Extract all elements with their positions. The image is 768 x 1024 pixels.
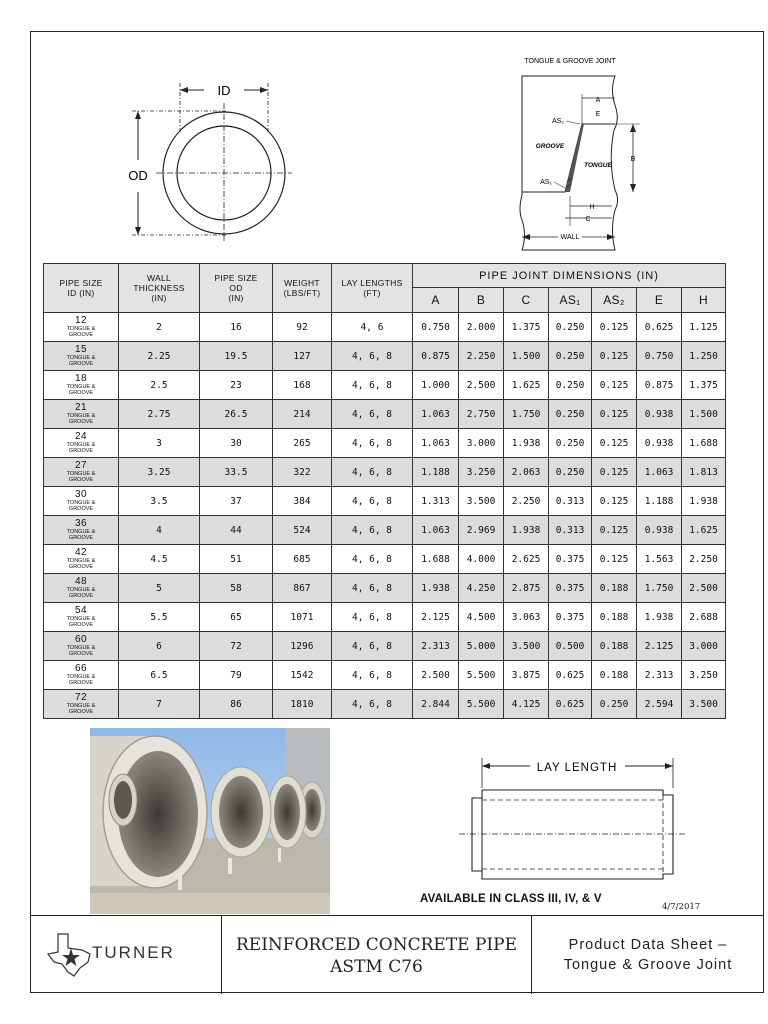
cell-pipe-size (44, 429, 119, 458)
cell-dim: 0.250 (549, 313, 592, 342)
cell-pipe-size (44, 690, 119, 719)
cell-wall: 2.75 (119, 400, 200, 429)
tongue-groove-note: GROOVE (68, 535, 94, 541)
cell-dim: 1.063 (637, 458, 682, 487)
pipe-size-value: 60 (74, 634, 88, 645)
cell-dim: 0.188 (592, 661, 637, 690)
tongue-groove-note: GROOVE (68, 390, 94, 396)
cell-lay: 4, 6, 8 (332, 603, 413, 632)
brand-cell (30, 916, 222, 994)
cell-weight: 1810 (273, 690, 332, 719)
cell-dim: 2.000 (459, 313, 504, 342)
pipe-size-value: 18 (74, 373, 88, 384)
cell-lay: 4, 6, 8 (332, 690, 413, 719)
header-lay-lengths: LAY LENGTHS (FT) (332, 264, 413, 313)
cell-wall: 3 (119, 429, 200, 458)
cell-od: 16 (200, 313, 273, 342)
label-wall: WALL (560, 234, 580, 241)
cell-dim: 5.500 (459, 661, 504, 690)
cell-dim: 1.938 (504, 516, 549, 545)
cell-dim: 1.750 (504, 400, 549, 429)
pipe-size-value: 15 (74, 344, 88, 355)
pipe-size-value: 24 (74, 431, 88, 442)
cell-pipe-size (44, 516, 119, 545)
cell-pipe-size (44, 661, 119, 690)
header-dim: E (637, 288, 682, 313)
cell-dim: 1.250 (682, 342, 726, 371)
cell-dim: 2.969 (459, 516, 504, 545)
cell-dim: 0.875 (637, 371, 682, 400)
table-row (44, 429, 726, 458)
cell-dim: 0.938 (637, 516, 682, 545)
cell-dim: 1.938 (682, 487, 726, 516)
cell-weight: 1071 (273, 603, 332, 632)
cell-dim: 0.625 (637, 313, 682, 342)
lay-length-label: LAY LENGTH (536, 762, 618, 774)
cell-wall: 5 (119, 574, 200, 603)
cell-pipe-size (44, 632, 119, 661)
cell-dim: 2.313 (413, 632, 459, 661)
cell-lay: 4, 6, 8 (332, 371, 413, 400)
cell-lay: 4, 6, 8 (332, 545, 413, 574)
cell-dim: 3.500 (459, 487, 504, 516)
cell-od: 37 (200, 487, 273, 516)
cell-lay: 4, 6, 8 (332, 487, 413, 516)
cell-dim: 3.875 (504, 661, 549, 690)
header-dim: B (459, 288, 504, 313)
cell-dim: 0.125 (592, 458, 637, 487)
cell-od: 58 (200, 574, 273, 603)
cell-od: 30 (200, 429, 273, 458)
cell-dim: 2.500 (682, 574, 726, 603)
cell-dim: 0.500 (549, 632, 592, 661)
cell-pipe-size (44, 487, 119, 516)
table-row (44, 342, 726, 371)
cell-lay: 4, 6, 8 (332, 574, 413, 603)
cell-wall: 4 (119, 516, 200, 545)
tongue-groove-note: TONGUE & (66, 645, 96, 651)
cell-od: 33.5 (200, 458, 273, 487)
cell-pipe-size (44, 545, 119, 574)
pipe-size-value: 48 (74, 576, 88, 587)
cell-dim: 1.938 (413, 574, 459, 603)
pipe-specs-table (43, 263, 726, 719)
cell-dim: 0.250 (592, 690, 637, 719)
cell-od: 51 (200, 545, 273, 574)
cell-dim: 0.250 (549, 342, 592, 371)
cell-dim: 2.625 (504, 545, 549, 574)
cell-dim: 0.125 (592, 429, 637, 458)
cell-lay: 4, 6, 8 (332, 632, 413, 661)
cell-pipe-size (44, 458, 119, 487)
header-pipe-size: PIPE SIZE ID (IN) (44, 264, 119, 313)
table-row (44, 574, 726, 603)
product-title: REINFORCED CONCRETE PIPE (236, 935, 517, 955)
cell-dim: 0.188 (592, 632, 637, 661)
texas-star-logo-icon (44, 932, 94, 978)
cell-weight: 524 (273, 516, 332, 545)
date-stamp: 4/7/2017 (662, 902, 701, 912)
cell-dim: 3.000 (682, 632, 726, 661)
cell-lay: 4, 6, 8 (332, 458, 413, 487)
cell-dim: 1.000 (413, 371, 459, 400)
table-row (44, 487, 726, 516)
cell-dim: 3.063 (504, 603, 549, 632)
table-row (44, 545, 726, 574)
cell-dim: 0.125 (592, 516, 637, 545)
cell-dim: 2.500 (459, 371, 504, 400)
tongue-groove-note: TONGUE & (66, 500, 96, 506)
pipe-size-value: 72 (74, 692, 88, 703)
cell-weight: 127 (273, 342, 332, 371)
pipe-size-value: 36 (74, 518, 88, 529)
cell-weight: 867 (273, 574, 332, 603)
label-groove: GROOVE (535, 143, 565, 150)
label-as1: AS₁ (540, 179, 552, 186)
cell-dim: 4.250 (459, 574, 504, 603)
cell-pipe-size (44, 313, 119, 342)
table-row (44, 516, 726, 545)
pipe-size-value: 21 (74, 402, 88, 413)
header-weight: WEIGHT (LBS/FT) (273, 264, 332, 313)
cell-weight: 1542 (273, 661, 332, 690)
cell-dim: 1.125 (682, 313, 726, 342)
sheet-cell (532, 916, 764, 994)
tongue-groove-note: TONGUE & (66, 471, 96, 477)
cell-pipe-size (44, 371, 119, 400)
cell-dim: 2.594 (637, 690, 682, 719)
tongue-groove-note: TONGUE & (66, 413, 96, 419)
header-dim: A (413, 288, 459, 313)
cell-dim: 2.875 (504, 574, 549, 603)
cell-dim: 2.125 (637, 632, 682, 661)
cell-dim: 0.875 (413, 342, 459, 371)
cell-wall: 4.5 (119, 545, 200, 574)
cell-lay: 4, 6, 8 (332, 661, 413, 690)
cell-od: 79 (200, 661, 273, 690)
od-label: OD (128, 168, 148, 183)
cell-dim: 0.125 (592, 342, 637, 371)
cell-od: 19.5 (200, 342, 273, 371)
tongue-groove-note: TONGUE & (66, 326, 96, 332)
sheet-subtitle: Tongue & Groove Joint (563, 957, 733, 973)
cell-dim: 0.125 (592, 371, 637, 400)
tongue-groove-note: GROOVE (68, 361, 94, 367)
cell-dim: 0.250 (549, 400, 592, 429)
tongue-groove-note: GROOVE (68, 477, 94, 483)
cell-dim: 1.938 (504, 429, 549, 458)
cell-dim: 0.625 (549, 690, 592, 719)
table-row (44, 632, 726, 661)
cell-od: 23 (200, 371, 273, 400)
tongue-groove-note: TONGUE & (66, 384, 96, 390)
tongue-groove-note: GROOVE (68, 448, 94, 454)
cell-dim: 2.500 (413, 661, 459, 690)
cell-wall: 2 (119, 313, 200, 342)
cell-weight: 685 (273, 545, 332, 574)
cell-dim: 2.688 (682, 603, 726, 632)
tongue-groove-note: TONGUE & (66, 355, 96, 361)
cell-dim: 0.375 (549, 574, 592, 603)
cell-lay: 4, 6, 8 (332, 342, 413, 371)
cell-dim: 0.250 (549, 458, 592, 487)
tongue-groove-note: GROOVE (68, 680, 94, 686)
cell-dim: 3.250 (459, 458, 504, 487)
label-a: A (595, 97, 601, 104)
cell-dim: 3.500 (682, 690, 726, 719)
pipe-size-value: 27 (74, 460, 88, 471)
cell-dim: 1.063 (413, 516, 459, 545)
availability-note: AVAILABLE IN CLASS III, IV, & V (420, 893, 602, 905)
cell-dim: 0.375 (549, 545, 592, 574)
pipe-size-value: 42 (74, 547, 88, 558)
cell-dim: 1.500 (504, 342, 549, 371)
table-row (44, 458, 726, 487)
cell-weight: 322 (273, 458, 332, 487)
tongue-groove-note: TONGUE & (66, 587, 96, 593)
cell-dim: 0.125 (592, 487, 637, 516)
label-c: C (585, 216, 591, 223)
tongue-groove-note: TONGUE & (66, 529, 96, 535)
tongue-groove-note: GROOVE (68, 419, 94, 425)
tongue-groove-note: GROOVE (68, 593, 94, 599)
header-dim: AS₂ (592, 288, 637, 313)
pipe-size-value: 30 (74, 489, 88, 500)
cell-dim: 1.938 (637, 603, 682, 632)
label-tongue: TONGUE (584, 162, 612, 169)
cell-od: 65 (200, 603, 273, 632)
cell-dim: 1.188 (413, 458, 459, 487)
header-dim: AS₁ (549, 288, 592, 313)
id-label: ID (217, 83, 231, 98)
label-h: H (589, 204, 595, 211)
cell-dim: 3.500 (504, 632, 549, 661)
tongue-groove-note: GROOVE (68, 564, 94, 570)
cell-dim: 0.250 (549, 429, 592, 458)
cell-dim: 1.063 (413, 429, 459, 458)
pipe-section-diagram (120, 75, 300, 245)
tongue-groove-note: TONGUE & (66, 616, 96, 622)
cell-dim: 3.250 (682, 661, 726, 690)
cell-weight: 92 (273, 313, 332, 342)
cell-wall: 6 (119, 632, 200, 661)
cell-dim: 3.000 (459, 429, 504, 458)
cell-dim: 4.500 (459, 603, 504, 632)
cell-dim: 0.750 (637, 342, 682, 371)
pipe-size-value: 12 (74, 315, 88, 326)
cell-dim: 0.250 (549, 371, 592, 400)
cell-dim: 0.188 (592, 574, 637, 603)
cell-wall: 2.25 (119, 342, 200, 371)
table-row (44, 313, 726, 342)
title-cell (222, 916, 532, 994)
cell-lay: 4, 6, 8 (332, 429, 413, 458)
cell-dim: 0.125 (592, 313, 637, 342)
cell-dim: 0.625 (549, 661, 592, 690)
cell-dim: 0.313 (549, 516, 592, 545)
cell-dim: 1.688 (682, 429, 726, 458)
cell-dim: 2.063 (504, 458, 549, 487)
cell-weight: 214 (273, 400, 332, 429)
sheet-type: Product Data Sheet – (568, 937, 728, 953)
pipe-size-value: 54 (74, 605, 88, 616)
cell-dim: 1.563 (637, 545, 682, 574)
cell-pipe-size (44, 603, 119, 632)
tongue-groove-note: TONGUE & (66, 674, 96, 680)
cell-dim: 0.938 (637, 429, 682, 458)
label-as2: AS₂ (551, 118, 565, 125)
cell-dim: 0.188 (592, 603, 637, 632)
cell-dim: 1.375 (504, 313, 549, 342)
header-wall-thickness: WALL THICKNESS (IN) (119, 264, 200, 313)
cell-dim: 1.375 (682, 371, 726, 400)
label-e: E (595, 111, 601, 118)
label-b: B (630, 156, 636, 163)
tongue-groove-note: GROOVE (68, 709, 94, 715)
cell-pipe-size (44, 574, 119, 603)
cell-dim: 4.000 (459, 545, 504, 574)
cell-wall: 2.5 (119, 371, 200, 400)
header-joint-dimensions: PIPE JOINT DIMENSIONS (IN) (413, 264, 726, 288)
pipe-size-value: 66 (74, 663, 88, 674)
table-row (44, 371, 726, 400)
cell-dim: 2.250 (682, 545, 726, 574)
cell-dim: 0.938 (637, 400, 682, 429)
cell-dim: 2.250 (459, 342, 504, 371)
cell-dim: 1.188 (637, 487, 682, 516)
header-dim: H (682, 288, 726, 313)
cell-weight: 1296 (273, 632, 332, 661)
cell-od: 72 (200, 632, 273, 661)
cell-dim: 2.750 (459, 400, 504, 429)
cell-dim: 1.688 (413, 545, 459, 574)
cell-lay: 4, 6, 8 (332, 516, 413, 545)
product-standard: ASTM C76 (330, 957, 423, 977)
table-row (44, 400, 726, 429)
cell-dim: 2.844 (413, 690, 459, 719)
tongue-groove-note: GROOVE (68, 506, 94, 512)
lay-length-diagram (455, 750, 695, 890)
joint-detail-diagram (500, 50, 670, 255)
cell-wall: 7 (119, 690, 200, 719)
cell-wall: 6.5 (119, 661, 200, 690)
cell-weight: 168 (273, 371, 332, 400)
cell-od: 86 (200, 690, 273, 719)
header-od: PIPE SIZE OD (IN) (200, 264, 273, 313)
tongue-groove-note: GROOVE (68, 651, 94, 657)
pipe-photo (90, 728, 330, 914)
cell-dim: 4.125 (504, 690, 549, 719)
tongue-groove-note: GROOVE (68, 622, 94, 628)
cell-dim: 1.063 (413, 400, 459, 429)
cell-od: 26.5 (200, 400, 273, 429)
table-row (44, 690, 726, 719)
tongue-groove-note: GROOVE (68, 332, 94, 338)
cell-dim: 0.313 (549, 487, 592, 516)
cell-dim: 1.813 (682, 458, 726, 487)
table-row (44, 661, 726, 690)
cell-dim: 1.625 (504, 371, 549, 400)
cell-od: 44 (200, 516, 273, 545)
cell-wall: 3.25 (119, 458, 200, 487)
footer (30, 915, 764, 994)
cell-lay: 4, 6 (332, 313, 413, 342)
tongue-groove-note: TONGUE & (66, 442, 96, 448)
cell-dim: 0.375 (549, 603, 592, 632)
cell-weight: 384 (273, 487, 332, 516)
cell-weight: 265 (273, 429, 332, 458)
cell-pipe-size (44, 400, 119, 429)
header-dim: C (504, 288, 549, 313)
joint-title: TONGUE & GROOVE JOINT (524, 58, 616, 65)
cell-dim: 2.313 (637, 661, 682, 690)
cell-wall: 5.5 (119, 603, 200, 632)
cell-dim: 0.125 (592, 545, 637, 574)
cell-dim: 1.750 (637, 574, 682, 603)
tongue-groove-note: TONGUE & (66, 558, 96, 564)
tongue-groove-note: TONGUE & (66, 703, 96, 709)
cell-dim: 1.313 (413, 487, 459, 516)
cell-lay: 4, 6, 8 (332, 400, 413, 429)
cell-dim: 0.125 (592, 400, 637, 429)
cell-dim: 5.500 (459, 690, 504, 719)
cell-wall: 3.5 (119, 487, 200, 516)
cell-dim: 2.250 (504, 487, 549, 516)
table-row (44, 603, 726, 632)
cell-dim: 1.625 (682, 516, 726, 545)
cell-dim: 2.125 (413, 603, 459, 632)
cell-dim: 0.750 (413, 313, 459, 342)
cell-dim: 1.500 (682, 400, 726, 429)
cell-dim: 5.000 (459, 632, 504, 661)
cell-pipe-size (44, 342, 119, 371)
brand-name: TURNER (92, 943, 175, 962)
